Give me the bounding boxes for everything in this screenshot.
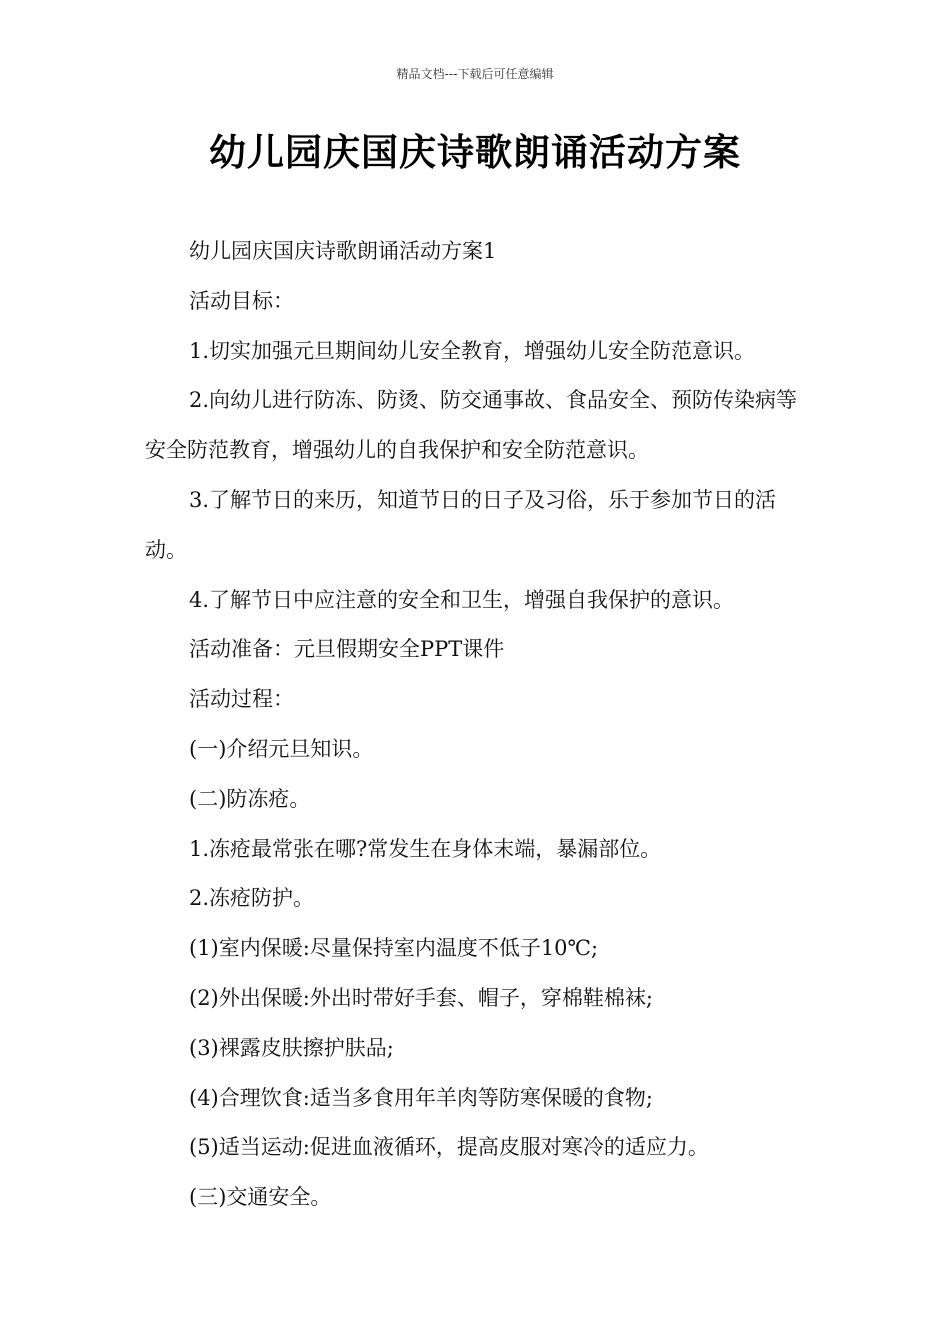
paragraph-goal-3: 3.了解节日的来历，知道节日的日子及习俗，乐于参加节日的活动。 bbox=[145, 487, 777, 562]
paragraph-goal-2: 2.向幼儿进行防冻、防烫、防交通事故、食品安全、预防传染病等安全防范教育，增强幼儿的自我保护和安全防范意识。 bbox=[145, 388, 798, 463]
paragraph-protection-4: (4)合理饮食:适当多食用年羊肉等防寒保暖的食物; bbox=[189, 1085, 653, 1110]
paragraph-frostbite-2: 2.冻疮防护。 bbox=[189, 886, 315, 911]
paragraph-goal-4: 4.了解节日中应注意的安全和卫生，增强自我保护的意识。 bbox=[189, 587, 735, 612]
paragraph-frostbite-1: 1.冻疮最常张在哪?常发生在身体末端，暴漏部位。 bbox=[189, 836, 662, 861]
paragraph-process-label: 活动过程： bbox=[189, 687, 294, 712]
paragraph-protection-3: (3)裸露皮肤擦护肤品; bbox=[189, 1035, 394, 1060]
paragraph-goal-1: 1.切实加强元旦期间幼儿安全教育，增强幼儿安全防范意识。 bbox=[189, 338, 756, 363]
paragraph-section-heading: 幼儿园庆国庆诗歌朗诵活动方案1 bbox=[189, 239, 497, 263]
paragraph-protection-5: (5)适当运动:促进血液循环，提高皮服对寒冷的适应力。 bbox=[189, 1135, 709, 1160]
page-header: 精品文档---下载后可任意编辑 bbox=[396, 67, 554, 81]
paragraph-step-2: (二)防冻疮。 bbox=[189, 786, 311, 811]
paragraph-protection-1: (1)室内保暖:尽量保持室内温度不低子10℃; bbox=[189, 936, 599, 961]
paragraph-step-1: (一)介绍元旦知识。 bbox=[189, 736, 374, 761]
paragraph-protection-2: (2)外出保暖:外出时带好手套、帽子，穿棉鞋棉袜; bbox=[189, 985, 653, 1010]
paragraph-step-3: (三)交通安全。 bbox=[189, 1185, 332, 1210]
document-title: 幼儿园庆国庆诗歌朗诵活动方案 bbox=[209, 131, 741, 174]
document-body bbox=[145, 227, 810, 1223]
paragraph-preparation: 活动准备：元旦假期安全PPT课件 bbox=[189, 637, 505, 662]
paragraph-goals-label: 活动目标： bbox=[189, 288, 294, 313]
